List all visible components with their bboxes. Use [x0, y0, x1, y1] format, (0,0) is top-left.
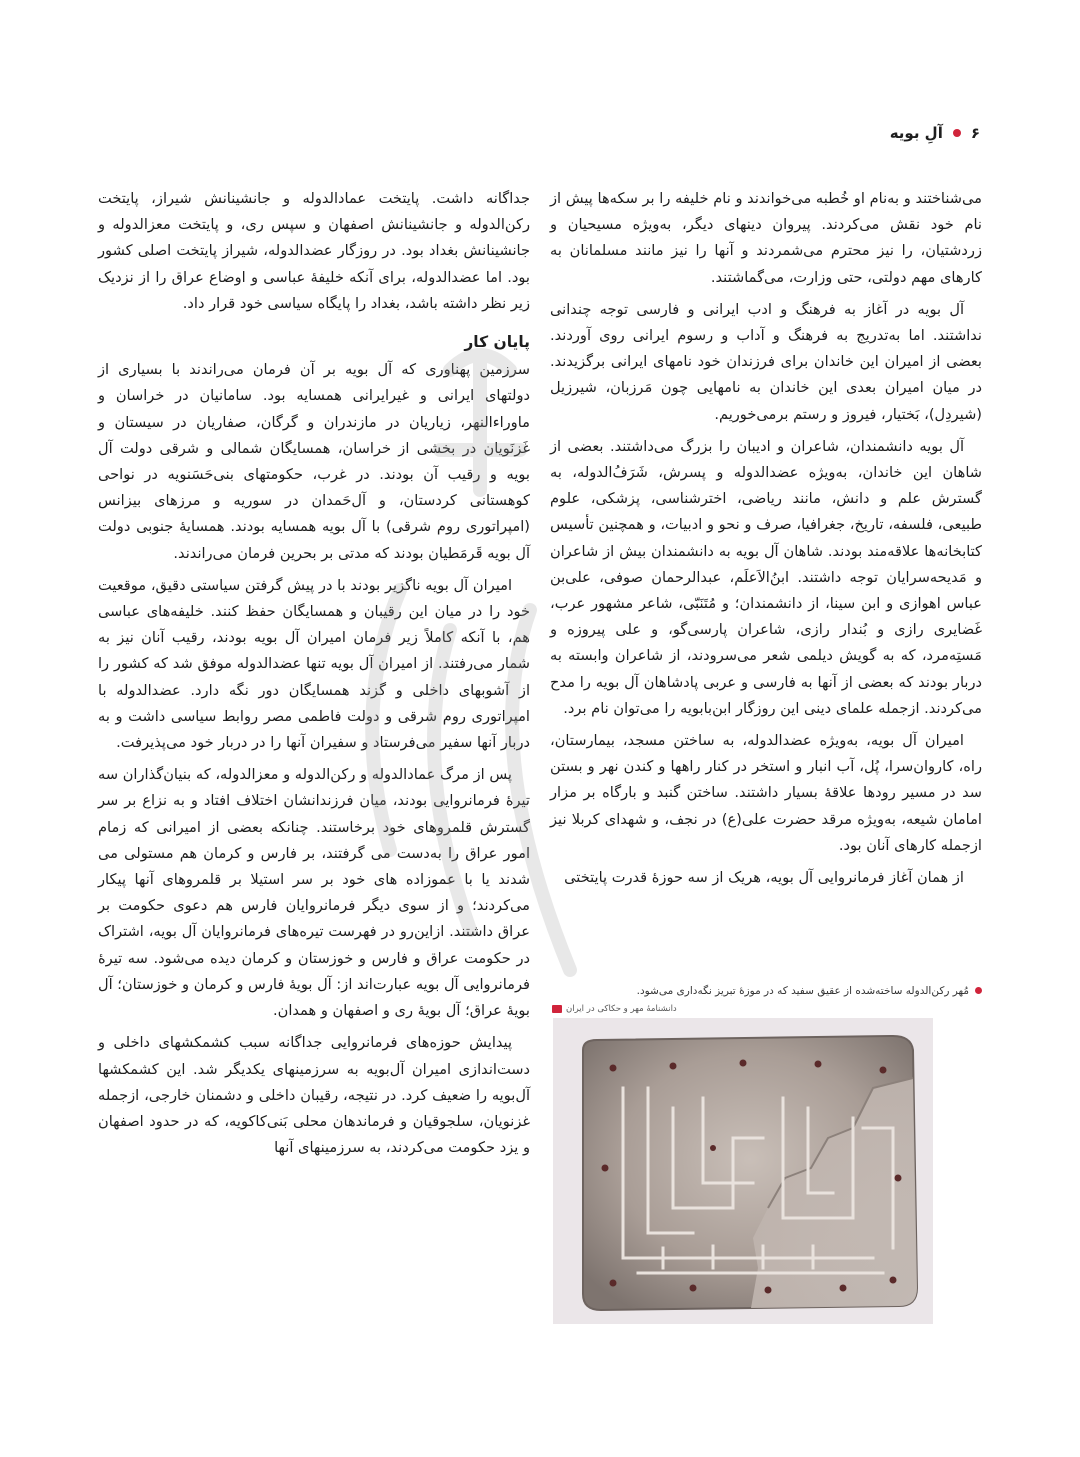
section-heading: پایان کار	[464, 333, 530, 352]
page-title: آلِ بویه	[889, 124, 943, 142]
seal-photo	[553, 1018, 933, 1324]
paragraph: پیدایش حوزه‌های فرمانروایی جداگانه سبب کشمکشهای داخلی و دست‌اندازی امیران آل‌بویه به سرزمینهای یکدیگر شد. این کشمکشها آل‌بویه را ضعیف کرد. در نتیجه، رقیبان داخلی و دشمنان خارجی، ازجمله غزنویان، سلجوقیان و فرماندهان محلی بَنی‌کاکویه، که در حدود اصفهان و یزد حکومت می‌کردند، به سرزمینهای آنها	[98, 1034, 530, 1157]
paragraph: امیران آل بویه، به‌ویژه عضدالدوله، به ساختن مسجد، بیمارستان، راه، کاروان‌سرا، پُل، آب انبار و استخر در کنار راهها و کندن نهر و بستن سد در مسیر رودها علاقهٔ بسیار داشتند. ساختن گنبد و بارگاه بر مزار امامان شیعه، به‌ویژه مرقد حضرت علی(ع) در نجف، و شهدای کربلا نیز ازجمله کارهای آنان بود.	[550, 732, 982, 854]
paragraph: امیران آل بویه ناگزیر بودند با در پیش گرفتن سیاستی دقیق، موقعیت خود را در میان این رقیبان و همسایگان حفظ کنند. خلیفه‌های عباسی هم، با آنکه کاملاً زیر فرمان امیران آل بویه بودند، رقیب آنان نیز به شمار می‌رفتند. از امیران آل بویه تنها عضدالدوله موفق شد که کشور را از آشوبهای داخلی و گزند همسایگان دور نگه دارد. عضدالدوله با امپراتوری روم شرقی و دولت فاطمی مصر روابط سیاسی داشت و به دربار آنها سفیر می‌فرستاد و سفیران آنها را در دربار خود می‌پذیرفت.	[98, 576, 530, 752]
page-number: ۶	[970, 124, 980, 142]
paragraph: می‌شناختند و به‌نام او خُطبه می‌خواندند و نام خلیفه را بر سکه‌ها پیش از نام خود نقش می‌کردند. پیروان دینهای دیگر، به‌ویژه مسیحیان و زردشتیان، را نیز محترم می‌شمردند و آنها را نیز مانند مسلمانان به کارهای مهم دولتی، حتی وزارت، می‌گماشتند.	[550, 190, 982, 286]
credit-text: دانشنامهٔ مهر و حکاکی در ایران	[566, 1004, 677, 1014]
page-header	[890, 124, 980, 142]
paragraph: جداگانه داشت. پایتخت عمادالدوله و جانشینانش شیراز، پایتخت رکن‌الدوله و جانشینانش اصفهان و سپس ری، و پایتخت معزالدوله و جانشینانش بغداد بود. در روزگار عضدالدوله، شیراز پایتخت اصلی کشور بود. اما عضدالدوله، برای آنکه خلیفهٔ عباسی و اوضاع عراق را از نزدیک زیر نظر داشته باشد، بغداد را پایگاه سیاسی خود قرار داد.	[98, 190, 530, 312]
caption-text: مُهر رکن‌الدوله ساخته‌شده از عقیق سفید که در موزهٔ تبریز نگه‌داری می‌شود.	[636, 985, 969, 997]
paragraph: سرزمین پهناوری که آل بویه بر آن فرمان می‌راندند با بسیاری از دولتهای ایرانی و غیرایرانی همسایه بود. سامانیان در خراسان و ماوراءالنهر، زیاریان در مازندران و گرگان، صفاریان در سیستان و غَزنَویان در بخشی از خراسان، همسایگان شمالی و شرقی دولت آل بویه و رقیب آن بودند. در غرب، حکومتهای بنی‌حَسَنویه در نواحی کوهستانی کردستان، و آل‌حَمدان در سوریه و مرزهای بیزانس (امپراتوری روم شرقی) با آل بویه همسایه بودند. همسایهٔ جنوبی دولت آل بویه قَرمَطیان بودند که مدتی بر بحرین فرمان می‌راندند.	[98, 361, 530, 562]
camera-icon	[552, 1005, 562, 1013]
right-column	[550, 186, 982, 897]
paragraph: آل بویه دانشمندان، شاعران و ادیبان را بزرگ می‌داشتند. بعضی از شاهان این خاندان، به‌ویژه عضدالدوله و پسرش، شَرَفُ‌الدوله، به گسترش علم و دانش، مانند ریاضی، اخترشناسی، پزشکی، علوم طبیعی، فلسفه، تاریخ، جغرافیا، صرف و نحو و ادبیات، و همچنین تأسیس کتابخانه‌ها علاقه‌مند بودند. شاهان آل بویه به دانشمندان بیش از شاعران و مَدیحه‌سرایان توجه داشتند. ابنُ‌الاَعلَم، عبدالرحمان صوفی، علی‌بن عباس اهوازی و ابن سینا، از دانشمندان؛ و مُتَنَبّی، شاعر مشهور عرب، غَضایری رازی و بُندار رازی، شاعران پارسی‌گو، و علی پیروزه و مَستِه‌مرد، که به گویش دیلمی شعر می‌سرودند، از شاعران وابسته به دربار بودند که بعضی از آنها به فارسی و عربی پادشاهان آل بویه را مدح می‌کردند. ازجمله علمای دینی این روزگار ابن‌بابویه را می‌توان نام برد.	[550, 437, 982, 717]
paragraph: از همان آغاز فرمانروایی آل بویه، هریک از سه حوزهٔ قدرت پایتختی	[564, 869, 964, 887]
header-dot-icon	[953, 129, 961, 137]
photo-credit	[552, 1004, 852, 1014]
paragraph: آل بویه در آغاز به فرهنگ و ادب ایرانی و فارسی توجه چندانی نداشتند. اما به‌تدریج به فرهنگ و آداب و رسوم ایرانی روی آوردند. بعضی از امیران این خاندان برای فرزندان خود نامهای ایرانی برگزیدند. در میان امیران بعدی این خاندان به نامهایی چون مَرزبان، شیرزیل (شیردِل)، بَختیار، فیروز و رستم برمی‌خوریم.	[550, 300, 982, 423]
seal-image	[553, 1018, 933, 1324]
figure-caption	[550, 984, 982, 998]
left-column	[98, 186, 530, 1167]
caption-dot-icon	[975, 987, 982, 994]
paragraph: پس از مرگ عمادالدوله و رکن‌الدوله و معزالدوله، که بنیان‌گذاران سه تیرهٔ فرمانروایی بودند، میان فرزندانشان اختلاف افتاد و به نزاع بر سر گسترش قلمروهای خود برخاستند. چنانکه بعضی از امیرانی که زمام امور عراق را به‌دست می گرفتند، بر فارس و کرمان هم مستولی می شدند یا با عموزاده های خود بر سر استیلا بر قلمروهای آنها پیکار می‌کردند؛ و از سوی دیگر فرمانروایان فارس هم دعوی حکومت بر عراق داشتند. ازاین‌رو در فهرست تیره‌های فرمانروایان آل بویه، اشتراک در حکومت عراق و فارس و خوزستان و کرمان دیده می‌شود. سه تیرهٔ فرمانروایی آل بویه عبارت‌اند از: آل بویهٔ فارس و کرمان و خوزستان؛ آل بویهٔ عراق؛ آل بویهٔ ری و اصفهان و همدان.	[98, 766, 530, 1020]
